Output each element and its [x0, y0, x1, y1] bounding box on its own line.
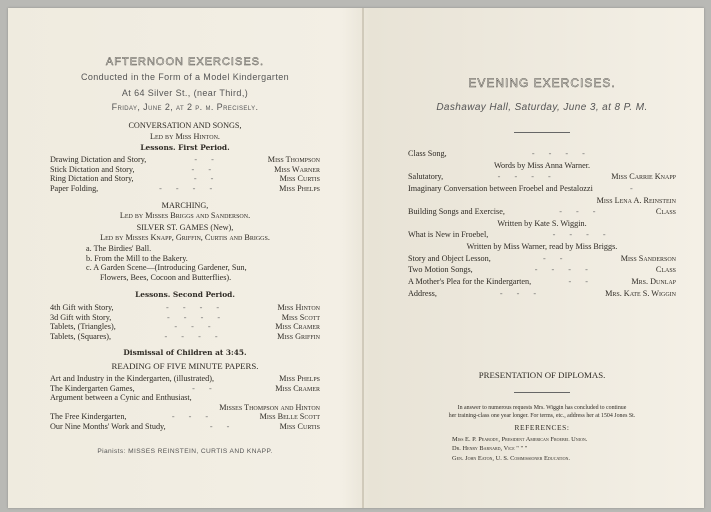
games-list — [50, 244, 320, 282]
list-item: Miss E. P. Peabody, President American Froebel Union. — [452, 436, 588, 443]
list-item: Stick Dictation and Story, - - Miss Warner — [50, 164, 320, 174]
list-item: Ring Dictation and Story, - - Miss Curtis — [50, 174, 320, 184]
list-item: Salutatory, - - - - Miss Carrie Knapp — [408, 172, 676, 182]
list-item: Argument between a Cynic and Enthusiast, — [50, 393, 192, 403]
list-item: Dr. Henry Barnard, Vice " " " — [452, 445, 528, 453]
evening-sub: Dashaway Hall, Saturday, June 3, at 8 P. M. — [436, 102, 648, 113]
program-sheet — [8, 8, 704, 508]
lessons-first-period: Lessons. First Period. — [140, 143, 230, 152]
list-item: Written by Miss Warner, read by Miss Briggs. — [466, 242, 618, 252]
list-item: Class Song, - - - - — [408, 149, 591, 158]
list-item: Words by Miss Anna Warner. — [493, 160, 591, 170]
list-item: Miss Lena A. Reinstein — [596, 195, 676, 205]
list-item: 3d Gift with Story, - - - - Miss Scott — [50, 312, 320, 322]
training-note — [408, 405, 676, 421]
references-title: REFERENCES: — [514, 423, 570, 432]
list-item: Address, - - - Mrs. Kate S. Wiggin — [408, 288, 676, 298]
list-item: Flowers, Bees, Cocoon and Butterflies). — [100, 272, 232, 282]
games-title: SILVER ST. GAMES (New), — [136, 223, 234, 232]
references-list — [408, 435, 676, 463]
evening-rule-2 — [408, 392, 676, 393]
dismissal: Dismissal of Children at 3:45. — [123, 348, 247, 357]
page-fold — [362, 8, 364, 508]
marching-title: MARCHING, — [161, 201, 209, 210]
papers-title: READING OF FIVE MINUTE PAPERS. — [111, 361, 259, 371]
list-item: Misses Thompson and Hinton — [219, 402, 320, 412]
evening-list — [408, 148, 676, 299]
papers-list — [50, 374, 320, 431]
list-item: Paper Folding, - - - - Miss Phelps — [50, 183, 320, 193]
note-line-2: her training-class one year longer. For terms, etc., address her at 1504 Jones St. — [448, 412, 636, 419]
list-item: Tablets, (Squares), - - - - Miss Griffin — [50, 331, 320, 341]
diplomas: PRESENTATION OF DIPLOMAS. — [478, 370, 606, 380]
list-item: Two Motion Songs, - - - - Class — [408, 265, 676, 275]
list-item: 4th Gift with Story, - - - - Miss Hinton — [50, 303, 320, 312]
afternoon-sub1: Conducted in the Form of a Model Kindergarten — [80, 72, 290, 82]
lessons-second-period: Lessons. Second Period. — [135, 290, 235, 299]
list-item: Building Songs and Exercise, - - - Class — [408, 207, 676, 217]
note-line-1: In answer to numerous requests Mrs. Wiggin has concluded to continue — [457, 405, 627, 411]
conversation-led: Led by Miss Hinton. — [150, 132, 220, 141]
list-item: The Free Kindergarten, - - - Miss Belle Scott — [50, 412, 320, 422]
list-item: Art and Industry in the Kindergarten, (illustrated), Miss Phelps — [50, 374, 320, 383]
evening-rule-1 — [408, 132, 676, 133]
games-led: Led by Misses Knapp, Griffin, Curtis and Briggs. — [100, 233, 270, 242]
conversation-title: CONVERSATION AND SONGS, — [128, 121, 242, 130]
afternoon-sub3: Friday, June 2, at 2 p. m. Precisely. — [111, 102, 259, 112]
evening-panel — [408, 8, 676, 508]
afternoon-sub2: At 64 Silver St., (near Third,) — [121, 88, 249, 98]
afternoon-panel — [50, 8, 320, 508]
list-item: What is New in Froebel, - - - - — [408, 230, 612, 240]
period1-list — [50, 155, 320, 193]
list-item: The Kindergarten Games, - - Miss Cramer — [50, 383, 320, 393]
list-item: A Mother's Plea for the Kindergarten, - - Mrs. Dunlap — [408, 277, 676, 287]
list-item: b. From the Mill to the Bakery. — [86, 253, 188, 263]
evening-title: EVENING EXERCISES. — [468, 76, 616, 90]
pianists: Pianists: MISSES REINSTEIN, CURTIS AND KNAPP. — [97, 448, 273, 455]
period2-list — [50, 303, 320, 341]
list-item: Tablets, (Triangles), - - - Miss Cramer — [50, 322, 320, 332]
list-item: Imaginary Conversation between Froebel and Pestalozzi - — [408, 183, 639, 193]
list-item: Story and Object Lesson, - - Miss Sanderson — [408, 253, 676, 263]
list-item: Gen. John Eaton, U. S. Commissioner Education. — [452, 454, 570, 462]
list-item: c. A Garden Scene—(Introducing Gardener, Sun, — [86, 263, 247, 273]
afternoon-title: AFTERNOON EXERCISES. — [105, 56, 265, 68]
list-item: Drawing Dictation and Story, - - Miss Thompson — [50, 155, 320, 164]
list-item: a. The Birdies' Ball. — [86, 244, 152, 253]
list-item: Written by Kate S. Wiggin. — [497, 218, 587, 228]
list-item: Our Nine Months' Work and Study, - - Miss Curtis — [50, 421, 320, 431]
marching-led: Led by Misses Briggs and Sanderson. — [119, 211, 251, 220]
